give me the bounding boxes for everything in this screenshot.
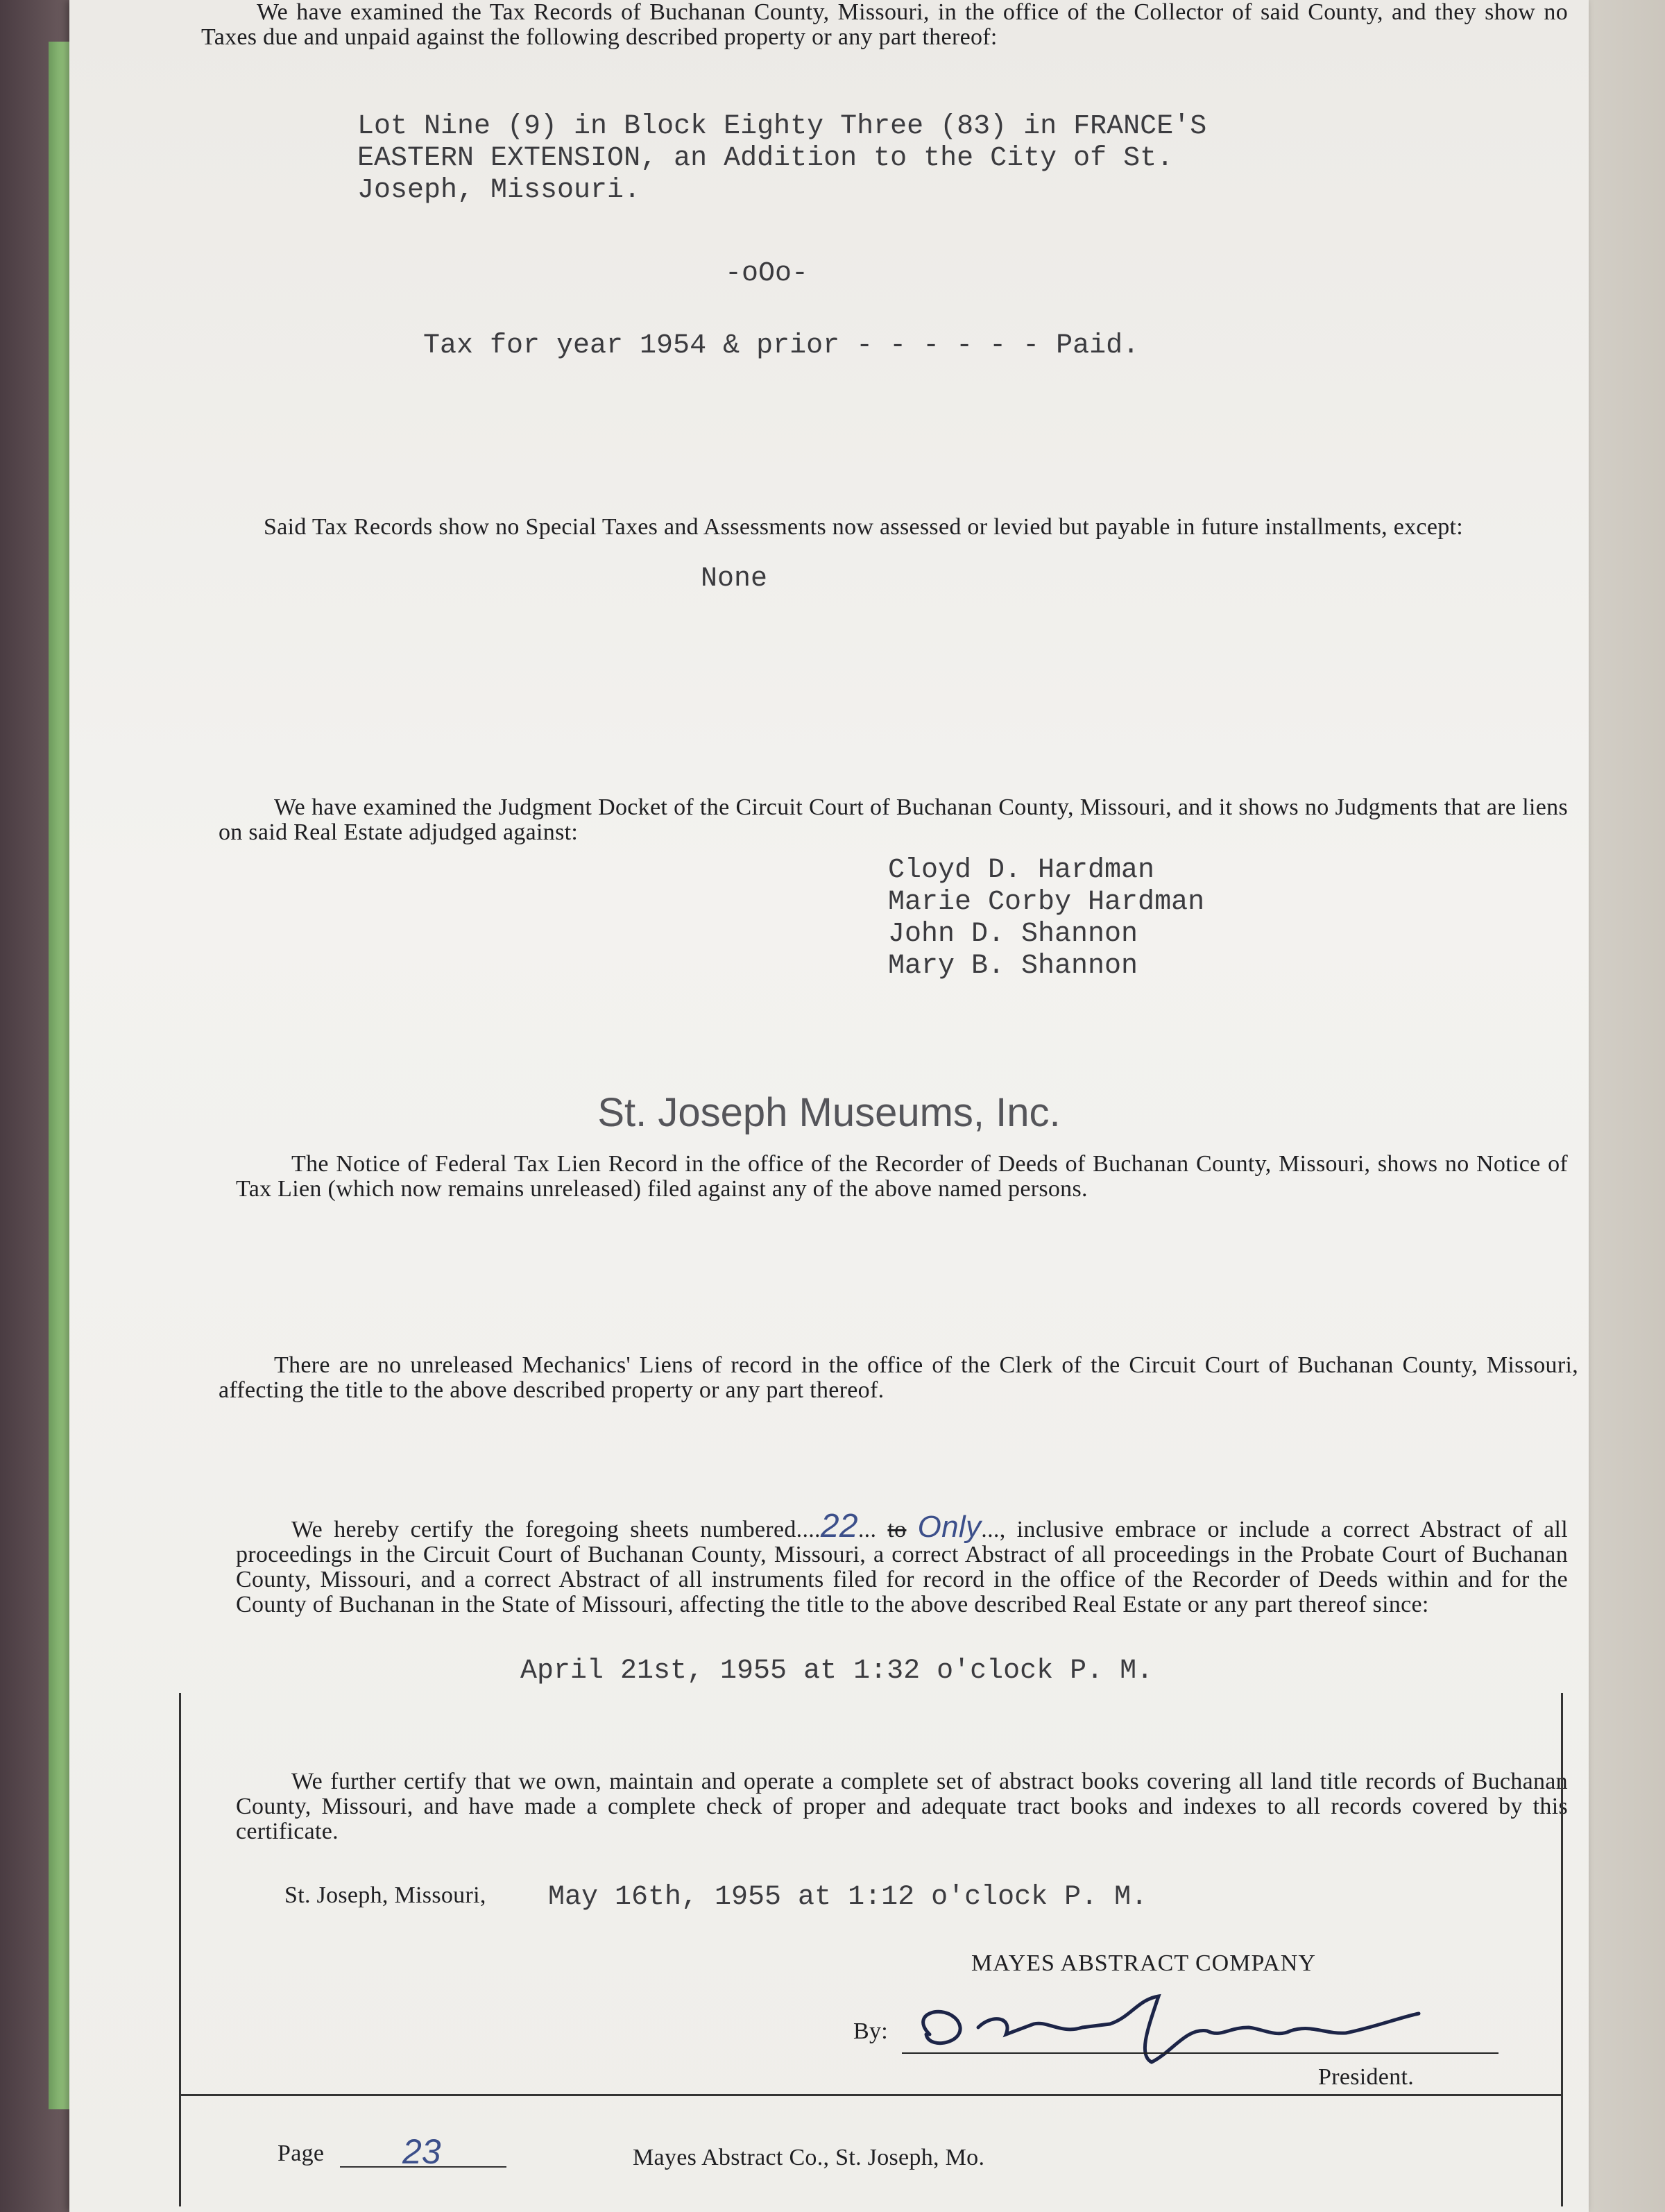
federal-lien-text: The Notice of Federal Tax Lien Record in the office of the Recorder of Deeds of Buchanan County, Missouri, shows no Notice of Tax Lien (which now remains unreleased) filed against any of the above named persons.: [236, 1151, 1568, 1202]
company-name: MAYES ABSTRACT COMPANY: [971, 1950, 1316, 1976]
judgment-text: We have examined the Judgment Docket of the Circuit Court of Buchanan County, Missouri, and it shows no Judgments that are liens on said Real Estate adjudged against:: [219, 794, 1568, 845]
inclusive-word: inclusive: [1016, 1517, 1104, 1542]
document-content: [69, 0, 1589, 2212]
property-line-3: Joseph, Missouri.: [357, 175, 641, 206]
page-label: Page: [278, 2141, 325, 2166]
page-number: 23: [402, 2132, 441, 2171]
since-date: April 21st, 1955 at 1:32 o'clock P. M.: [520, 1656, 1154, 1687]
federal-lien-paragraph: [236, 1152, 1568, 1202]
place-label: St. Joseph, Missouri,: [284, 1882, 486, 1908]
name-2: Marie Corby Hardman: [888, 887, 1205, 918]
tax-records-text: We have examined the Tax Records of Buchanan County, Missouri, in the office of the Collector of said County, and they show no Taxes due and unpaid against the following described property or any part thereof:: [201, 0, 1568, 50]
footer-rule: [180, 2094, 1561, 2096]
name-3: John D. Shannon: [888, 919, 1138, 950]
museum-watermark: St. Joseph Museums, Inc.: [597, 1090, 1061, 1135]
separator: -oOo-: [725, 258, 809, 289]
signature-line: [902, 2052, 1498, 2054]
special-taxes-text: Said Tax Records show no Special Taxes and Assessments now assessed or levied but payable in future installments, except:: [264, 514, 1464, 540]
certification-paragraph: We hereby certify the foregoing sheets numbered....22... to Only..., inclusive embrace or include a correct Abstract of all proceedings in the Circuit Court of Buchanan County, Missouri, a correct Abstract of all proceedings in the Probate Court of Buchanan County, Missouri, and a correct Abstract of all instruments filed for record in the office of the Recorder of Deeds within and for the County of Buchanan in the State of Missouri, affecting the title to the above described Real Estate or any part thereof since:: [236, 1508, 1569, 1617]
property-line-2: EASTERN EXTENSION, an Addition to the City of St.: [357, 143, 1174, 174]
signature-graphic: [902, 1986, 1429, 2076]
abstract-books-paragraph: [236, 1769, 1568, 1844]
by-label: By:: [853, 2018, 889, 2044]
mechanics-liens-text: There are no unreleased Mechanics' Liens of record in the office of the Clerk of the Circuit Court of Buchanan County, Missouri, affecting the title to the above described property or any part thereof.: [219, 1352, 1578, 1403]
certify-lead: We hereby certify the foregoing sheets numbered: [291, 1517, 796, 1542]
president-title: President.: [1318, 2064, 1415, 2090]
place-date: May 16th, 1955 at 1:12 o'clock P. M.: [548, 1882, 1148, 1913]
mechanics-liens-paragraph: [219, 1353, 1578, 1403]
footer-frame-left: [179, 1693, 181, 2206]
tax-status-line: Tax for year 1954 & prior - - - - - - Paid.: [423, 330, 1140, 361]
tax-records-paragraph: [201, 0, 1568, 50]
judgment-paragraph: [219, 795, 1568, 845]
footer-frame-right: [1561, 1693, 1563, 2206]
certify-rest: embrace or include a correct Abstract of all proceedings in the Circuit Court of Buchanan County, Missouri, a correct Abstract of all proceedings in the Probate Court of Buchanan County, Missouri, and a correct Abstract of all instruments filed for record in the office of the Recorder of Deeds within and for the County of Buchanan in the State of Missouri, affecting the title to the above described Real Estate or any part thereof since:: [236, 1517, 1569, 1617]
name-1: Cloyd D. Hardman: [888, 855, 1155, 886]
document-page: [69, 0, 1589, 2212]
abstract-books-text: We further certify that we own, maintain and operate a complete set of abstract books covering all land title records of Buchanan County, Missouri, and have made a complete check of proper and adequate tract books and indexes to all records covered by this certificate.: [236, 1769, 1568, 1844]
to-word: to: [887, 1517, 907, 1542]
special-taxes-value: None: [701, 563, 768, 595]
sheet-to: Only: [917, 1510, 982, 1544]
sheet-number: 22: [820, 1508, 858, 1545]
special-taxes-paragraph: [208, 515, 1568, 540]
name-4: Mary B. Shannon: [888, 951, 1138, 982]
property-line-1: Lot Nine (9) in Block Eighty Three (83) in FRANCE'S: [357, 111, 1207, 142]
footer-publisher: Mayes Abstract Co., St. Joseph, Mo.: [633, 2145, 985, 2170]
